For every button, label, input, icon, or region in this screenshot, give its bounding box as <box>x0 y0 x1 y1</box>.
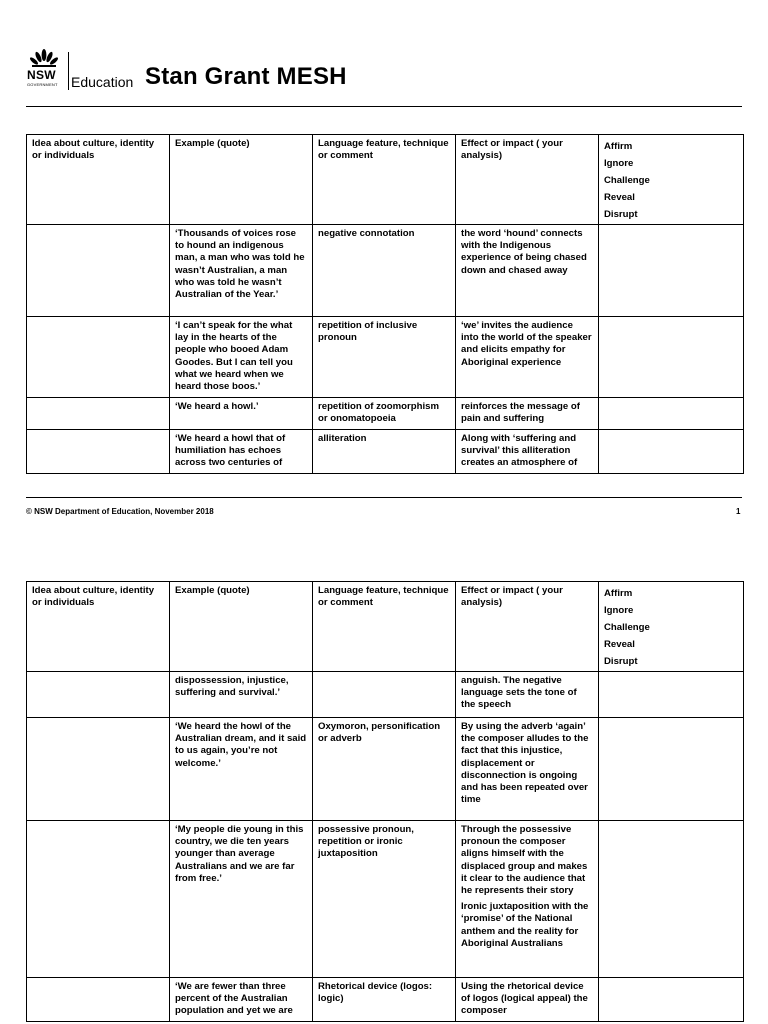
document-header <box>26 46 742 90</box>
header-example: Example (quote) <box>170 582 313 672</box>
cell-mesh <box>599 672 744 718</box>
header-divider <box>68 52 69 90</box>
header-effect: Effect or impact ( your analysis) <box>456 135 599 225</box>
mesh-affirm: Affirm <box>604 588 633 599</box>
cell-idea <box>27 430 170 474</box>
header-idea: Idea about culture, identity or individuals <box>27 582 170 672</box>
header-example: Example (quote) <box>170 135 313 225</box>
cell-effect: ‘we’ invites the audience into the world of the speaker and elicits empathy for Aboriginal experience <box>456 317 599 398</box>
cell-mesh <box>599 317 744 398</box>
header-rule <box>26 106 742 107</box>
mesh-table-page1 <box>26 134 744 474</box>
mesh-affirm: Affirm <box>604 141 633 152</box>
cell-mesh <box>599 430 744 474</box>
mesh-challenge: Challenge <box>604 175 650 186</box>
header-mesh <box>599 582 744 672</box>
cell-language: negative connotation <box>313 225 456 317</box>
cell-example: ‘I can’t speak for the what lay in the hearts of the people who booed Adam Goodes. But I can tell you what we heard when we heard those boos.’ <box>170 317 313 398</box>
header-effect: Effect or impact ( your analysis) <box>456 582 599 672</box>
cell-effect: Along with ‘suffering and survival’ this alliteration creates an atmosphere of <box>456 430 599 474</box>
table-header-row <box>27 135 744 225</box>
cell-effect: anguish. The negative language sets the tone of the speech <box>456 672 599 718</box>
table-row <box>27 718 744 821</box>
cell-mesh <box>599 821 744 978</box>
cell-mesh <box>599 398 744 430</box>
cell-language: repetition of inclusive pronoun <box>313 317 456 398</box>
cell-effect <box>456 821 599 978</box>
cell-example: ‘We heard the howl of the Australian dream, and it said to us again, you’re not welcome.’ <box>170 718 313 821</box>
cell-effect: reinforces the message of pain and suffering <box>456 398 599 430</box>
table-row <box>27 225 744 317</box>
effect-paragraph: Ironic juxtaposition with the ‘promise’ of the National anthem and the reality for Aboriginal Australians <box>461 901 589 949</box>
cell-effect: the word ‘hound’ connects with the Indigenous experience of being chased down and chased away <box>456 225 599 317</box>
cell-language: possessive pronoun, repetition or ironic juxtaposition <box>313 821 456 978</box>
table-header-row <box>27 582 744 672</box>
page-number: 1 <box>736 507 741 516</box>
logo-text: NSW <box>27 68 56 82</box>
cell-language: alliteration <box>313 430 456 474</box>
cell-idea <box>27 672 170 718</box>
mesh-ignore: Ignore <box>604 605 634 616</box>
cell-mesh <box>599 718 744 821</box>
cell-example: ‘My people die young in this country, we die ten years younger than average Australians and we are far from free.’ <box>170 821 313 978</box>
cell-effect: By using the adverb ‘again’ the composer alludes to the fact that this injustice, displacement or disconnection is ongoing and has been repeated over time <box>456 718 599 821</box>
header-idea: Idea about culture, identity or individuals <box>27 135 170 225</box>
cell-idea <box>27 718 170 821</box>
department-label: Education <box>71 74 134 90</box>
header-language: Language feature, technique or comment <box>313 582 456 672</box>
nsw-logo <box>26 46 62 90</box>
table-row <box>27 672 744 718</box>
cell-language: Rhetorical device (logos: logic) <box>313 978 456 1022</box>
cell-mesh <box>599 978 744 1022</box>
table-row <box>27 821 744 978</box>
cell-idea <box>27 821 170 978</box>
cell-example: dispossession, injustice, suffering and survival.’ <box>170 672 313 718</box>
page-title: Stan Grant MESH <box>145 63 347 90</box>
cell-effect: Using the rhetorical device of logos (logical appeal) the composer <box>456 978 599 1022</box>
mesh-reveal: Reveal <box>604 192 635 203</box>
table-row <box>27 317 744 398</box>
cell-idea <box>27 225 170 317</box>
cell-idea <box>27 398 170 430</box>
copyright-text: © NSW Department of Education, November 2018 <box>26 507 214 516</box>
table-row <box>27 398 744 430</box>
header-mesh <box>599 135 744 225</box>
mesh-challenge: Challenge <box>604 622 650 633</box>
table-row <box>27 430 744 474</box>
mesh-ignore: Ignore <box>604 158 634 169</box>
cell-language: Oxymoron, personification or adverb <box>313 718 456 821</box>
cell-idea <box>27 978 170 1022</box>
footer-rule <box>26 497 742 498</box>
effect-paragraph: Through the possessive pronoun the composer aligns himself with the displaced group and makes it clear to the audience that he represents their story <box>461 824 588 897</box>
table-row <box>27 978 744 1022</box>
cell-idea <box>27 317 170 398</box>
mesh-table-page2 <box>26 581 744 1022</box>
logo-subtext: GOVERNMENT <box>27 82 58 87</box>
mesh-disrupt: Disrupt <box>604 656 638 667</box>
mesh-reveal: Reveal <box>604 639 635 650</box>
header-language: Language feature, technique or comment <box>313 135 456 225</box>
cell-mesh <box>599 225 744 317</box>
cell-example: ‘We heard a howl.’ <box>170 398 313 430</box>
cell-language <box>313 672 456 718</box>
cell-example: ‘Thousands of voices rose to hound an indigenous man, a man who was told he wasn’t Australian, a man who was told he wasn’t Australian of the Year.’ <box>170 225 313 317</box>
cell-example: ‘We are fewer than three percent of the Australian population and yet we are <box>170 978 313 1022</box>
cell-example: ‘We heard a howl that of humiliation has echoes across two centuries of <box>170 430 313 474</box>
cell-language: repetition of zoomorphism or onomatopoeia <box>313 398 456 430</box>
mesh-disrupt: Disrupt <box>604 209 638 220</box>
